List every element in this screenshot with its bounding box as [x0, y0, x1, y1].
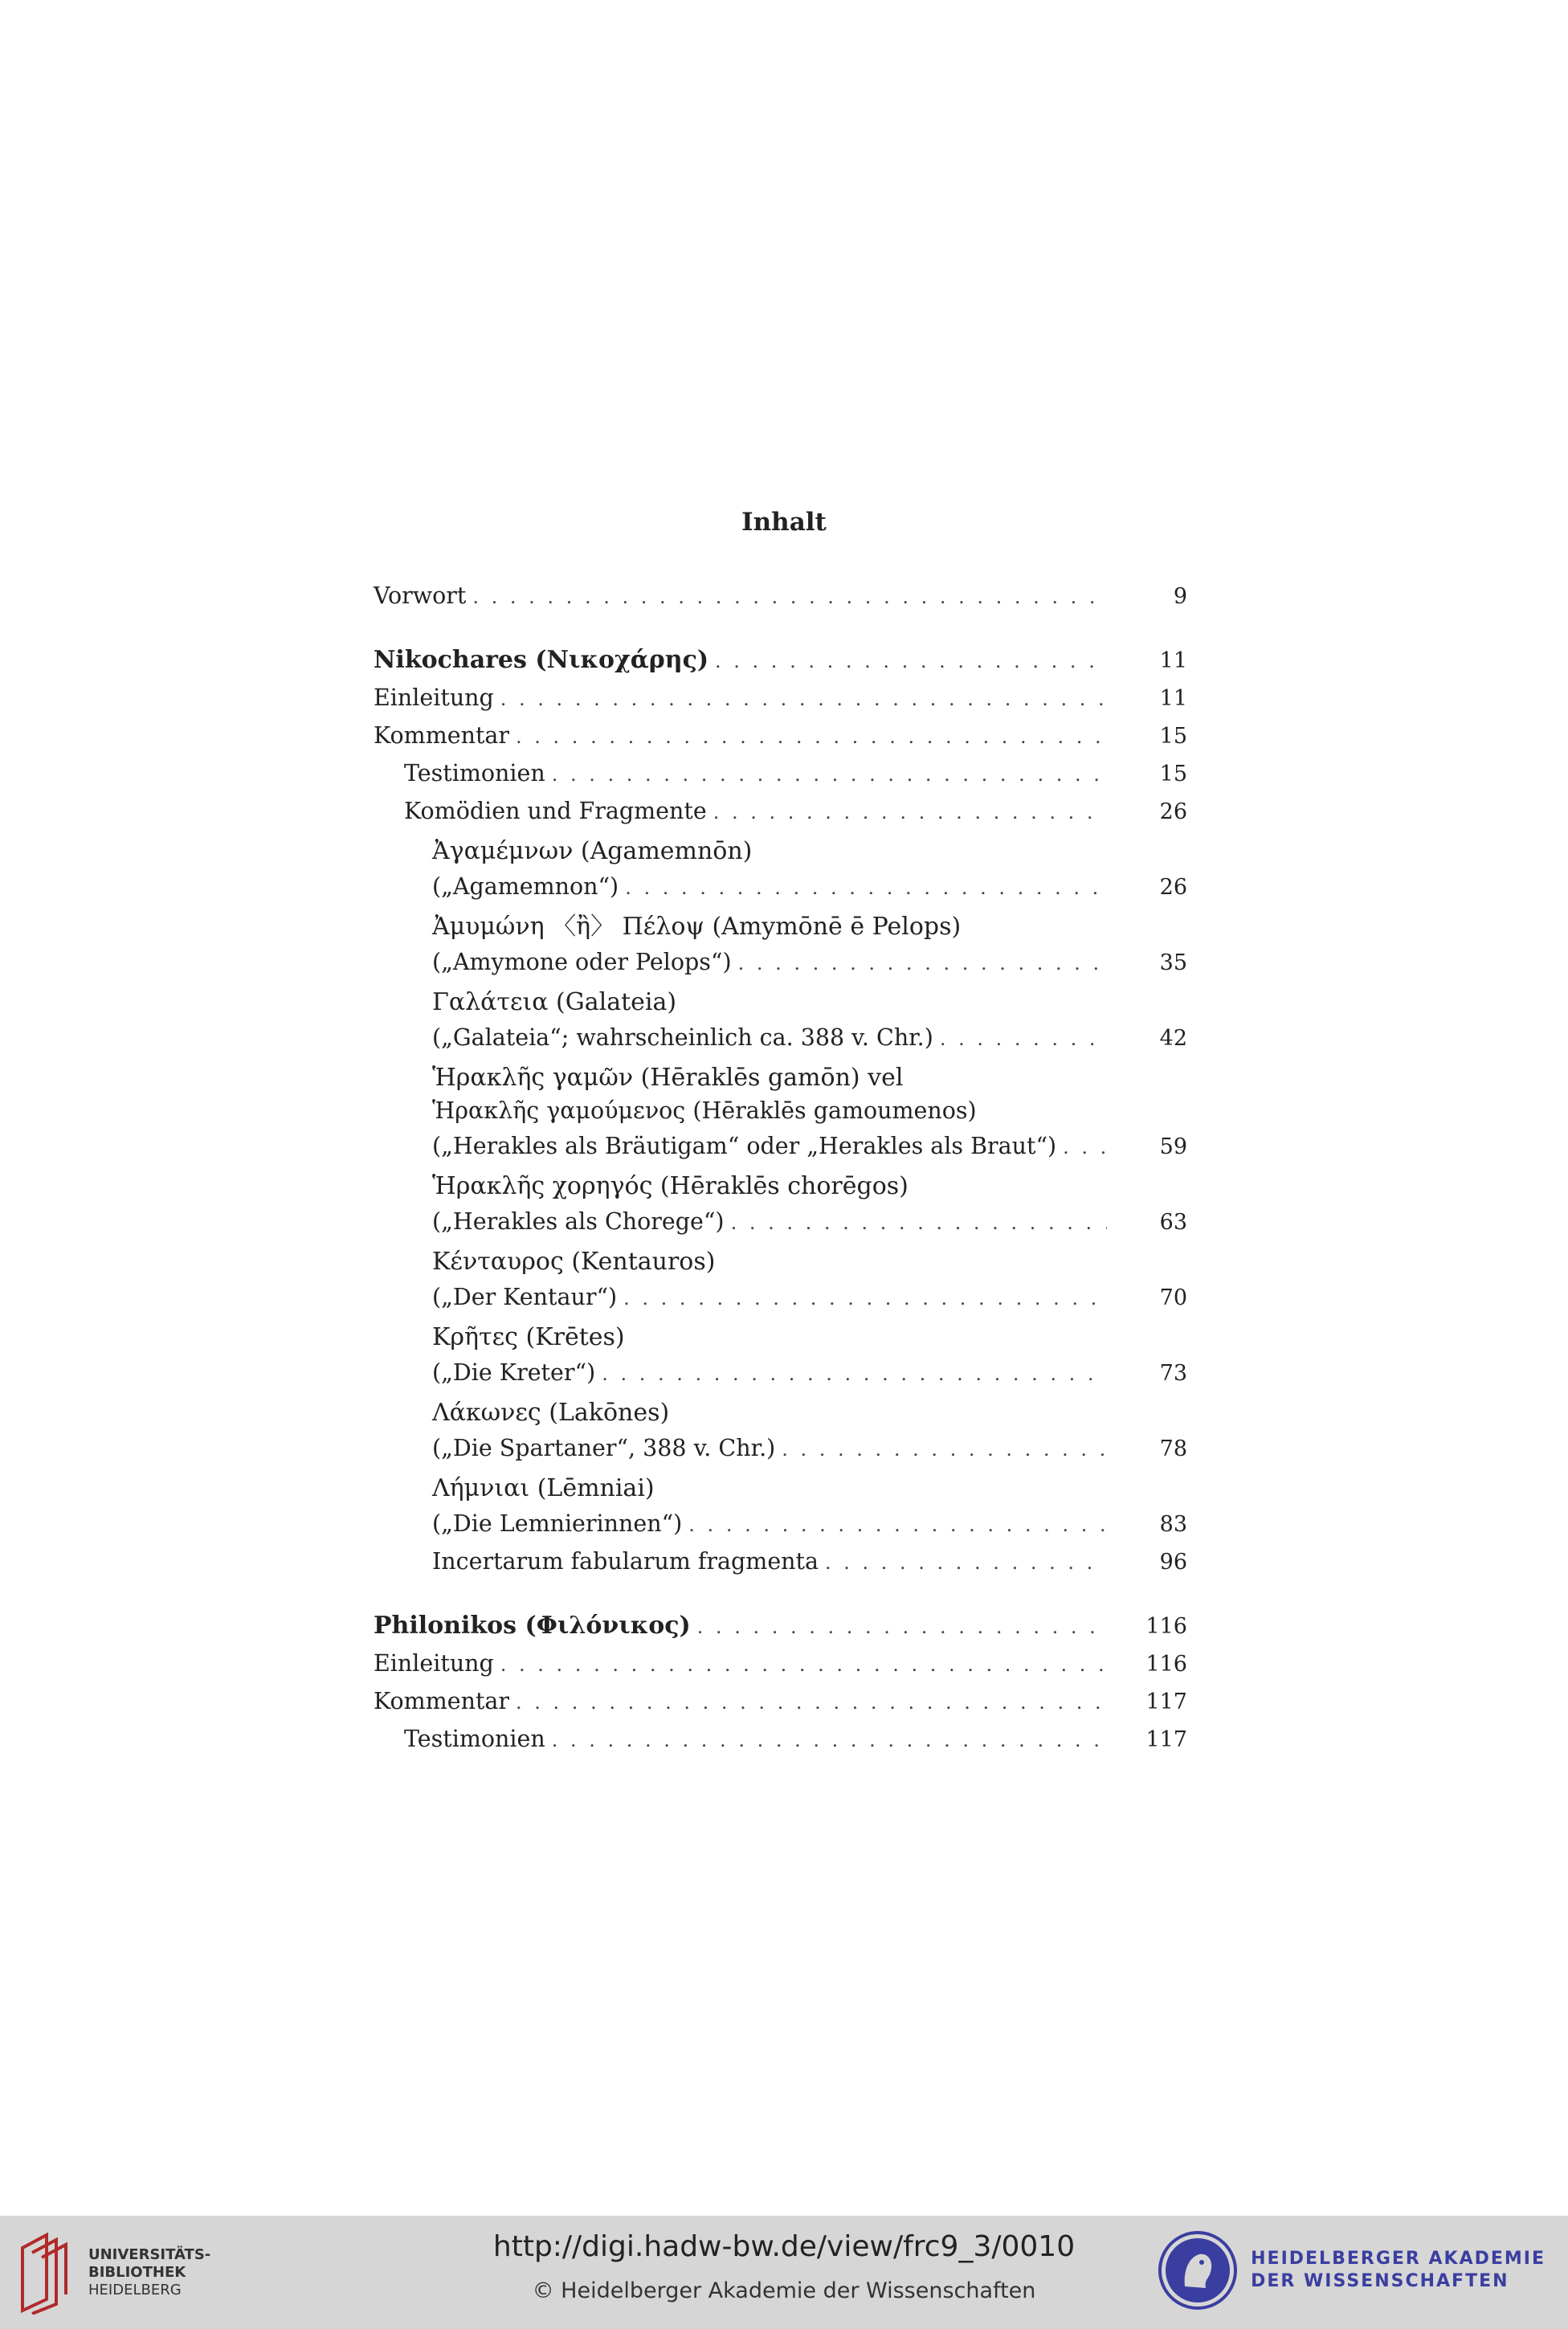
toc-entry-page: 26 — [1159, 875, 1187, 900]
toc-entry-page: 83 — [1159, 1512, 1187, 1537]
toc-entry[interactable] — [374, 679, 1187, 717]
toc-entry-title: Λάκωνες (Lakōnes) — [432, 1396, 676, 1429]
toc-entry-title: („Amymone oder Pelops“) — [432, 943, 738, 981]
toc-entry-page: 117 — [1145, 1690, 1187, 1714]
toc-entry-page: 15 — [1159, 762, 1187, 787]
toc-entry[interactable] — [374, 1245, 1187, 1316]
toc-entry-page: 70 — [1159, 1285, 1187, 1310]
dot-leader — [500, 680, 1107, 718]
dot-leader — [500, 1646, 1107, 1684]
toc-entry-page: 11 — [1159, 648, 1187, 673]
dot-leader — [713, 794, 1107, 831]
academy-seal-icon — [1158, 2230, 1238, 2311]
dot-leader — [697, 1608, 1107, 1646]
toc-entry-title: Kommentar — [374, 717, 516, 754]
toc-entry-page: 116 — [1145, 1652, 1187, 1677]
toc-entry[interactable] — [374, 1396, 1187, 1467]
toc-entry-page: 78 — [1159, 1436, 1187, 1461]
toc-entry-title: Ἡρακλῆς γαμούμενος (Hēraklēs gamoumenos) — [432, 1094, 983, 1127]
toc-entry-page: 42 — [1159, 1026, 1187, 1051]
toc-entry-title: Λήμνιαι (Lēmniai) — [432, 1472, 661, 1505]
toc-entry-page: 73 — [1159, 1361, 1187, 1386]
toc-entry-title: („Die Spartaner“, 388 v. Chr.) — [432, 1429, 782, 1467]
toc-entry-title: Ἡρακλῆς χορηγός (Hēraklēs chorēgos) — [432, 1170, 915, 1203]
toc-entry[interactable] — [374, 1607, 1187, 1645]
toc-entry-title: („Galateia“; wahrscheinlich ca. 388 v. Chr.) — [432, 1019, 940, 1056]
library-logo-line-2: BIBLIOTHEK — [88, 2263, 186, 2281]
footer-bar — [0, 2216, 1568, 2329]
toc-entry-page: 11 — [1159, 686, 1187, 711]
toc-entry-title: („Herakles als Chorege“) — [432, 1203, 731, 1240]
toc-entry[interactable] — [374, 1472, 1187, 1542]
toc-entry[interactable] — [374, 1321, 1187, 1391]
toc-entry-title: Testimonien — [404, 1720, 552, 1758]
toc-entry[interactable] — [374, 986, 1187, 1056]
library-logo-line-1: UNIVERSITÄTS- — [88, 2245, 211, 2263]
dot-leader — [1063, 1129, 1107, 1167]
toc-entry-title: („Herakles als Bräutigam“ oder „Herakles als Braut“) — [432, 1127, 1063, 1165]
dot-leader — [731, 1204, 1107, 1242]
toc-entry-title: („Agamemnon“) — [432, 868, 625, 905]
toc-entry[interactable] — [374, 1720, 1187, 1758]
toc-entry[interactable] — [374, 1542, 1187, 1580]
dot-leader — [738, 945, 1107, 983]
toc-entry-page: 15 — [1159, 724, 1187, 749]
toc-entry-title: Komödien und Fragmente — [404, 792, 713, 830]
dot-leader — [782, 1431, 1107, 1469]
toc-entry-title: Ἡρακλῆς γαμῶν (Hēraklēs gamōn) vel — [432, 1061, 909, 1094]
toc-entry-page: 26 — [1159, 799, 1187, 824]
dot-leader — [602, 1355, 1107, 1393]
toc-entry[interactable] — [374, 910, 1187, 981]
toc-entry[interactable] — [374, 641, 1187, 679]
dot-leader — [552, 1722, 1107, 1759]
academy-logo-line-2: DER WISSENSCHAFTEN — [1251, 2271, 1509, 2291]
toc-entry-title: („Der Kentaur“) — [432, 1278, 623, 1316]
dot-leader — [552, 756, 1107, 794]
toc-entry-title: Γαλάτεια (Galateia) — [432, 986, 683, 1019]
academy-logo-line-1: HEIDELBERGER AKADEMIE — [1251, 2249, 1546, 2269]
dot-leader — [516, 718, 1107, 756]
dot-leader — [472, 578, 1107, 616]
toc-entry-page: 35 — [1159, 950, 1187, 975]
toc-entry[interactable] — [374, 754, 1187, 792]
toc-entry-title: Einleitung — [374, 1645, 500, 1682]
toc-entry-title: Testimonien — [404, 754, 552, 792]
toc-entry[interactable] — [374, 1682, 1187, 1720]
dot-leader — [825, 1544, 1107, 1582]
toc-entry[interactable] — [374, 1061, 1187, 1165]
toc-entry[interactable] — [374, 1645, 1187, 1682]
library-logo-line-3: HEIDELBERG — [88, 2281, 182, 2298]
toc-entry-title: Ἀμυμώνη 〈ἢ〉 Πέλοψ (Amymōnē ē Pelops) — [432, 910, 967, 943]
table-of-contents — [374, 577, 1187, 1758]
toc-entry[interactable] — [374, 792, 1187, 830]
toc-entry[interactable] — [374, 835, 1187, 905]
toc-entry-title: Philonikos (Φιλόνικος) — [374, 1607, 697, 1645]
toc-entry-title: Vorwort — [374, 577, 472, 615]
toc-entry-page: 9 — [1173, 584, 1187, 609]
toc-entry-title: Nikochares (Νικοχάρης) — [374, 641, 715, 679]
dot-leader — [516, 1684, 1107, 1722]
dot-leader — [688, 1506, 1107, 1544]
toc-entry-page: 116 — [1145, 1614, 1187, 1639]
toc-entry-title: Κρῆτες (Krētes) — [432, 1321, 631, 1354]
toc-entry-page: 63 — [1159, 1210, 1187, 1235]
toc-entry[interactable] — [374, 1170, 1187, 1240]
dot-leader — [625, 869, 1107, 907]
page-title: Inhalt — [741, 508, 827, 537]
toc-entry[interactable] — [374, 577, 1187, 615]
document-url[interactable]: http://digi.hadw-bw.de/view/frc9_3/0010 — [492, 2230, 1076, 2263]
toc-entry-title: Ἀγαμέμνων (Agamemnōn) — [432, 835, 758, 868]
dot-leader — [715, 643, 1107, 680]
academy-logo[interactable] — [1158, 2230, 1546, 2311]
toc-entry-title: Κένταυρος (Kentauros) — [432, 1245, 721, 1278]
toc-entry-title: Einleitung — [374, 679, 500, 717]
toc-entry-page: 59 — [1159, 1134, 1187, 1159]
toc-entry-title: („Die Lemnierinnen“) — [432, 1505, 688, 1542]
dot-leader — [623, 1280, 1107, 1318]
toc-entry-page: 96 — [1159, 1550, 1187, 1575]
toc-entry[interactable] — [374, 717, 1187, 754]
toc-entry-page: 117 — [1145, 1727, 1187, 1752]
toc-entry-title: Kommentar — [374, 1682, 516, 1720]
toc-entry-title: Incertarum fabularum fragmenta — [432, 1542, 825, 1580]
toc-entry-title: („Die Kreter“) — [432, 1354, 602, 1391]
copyright-notice: © Heidelberger Akademie der Wissenschaften — [532, 2278, 1036, 2303]
dot-leader — [940, 1020, 1107, 1058]
